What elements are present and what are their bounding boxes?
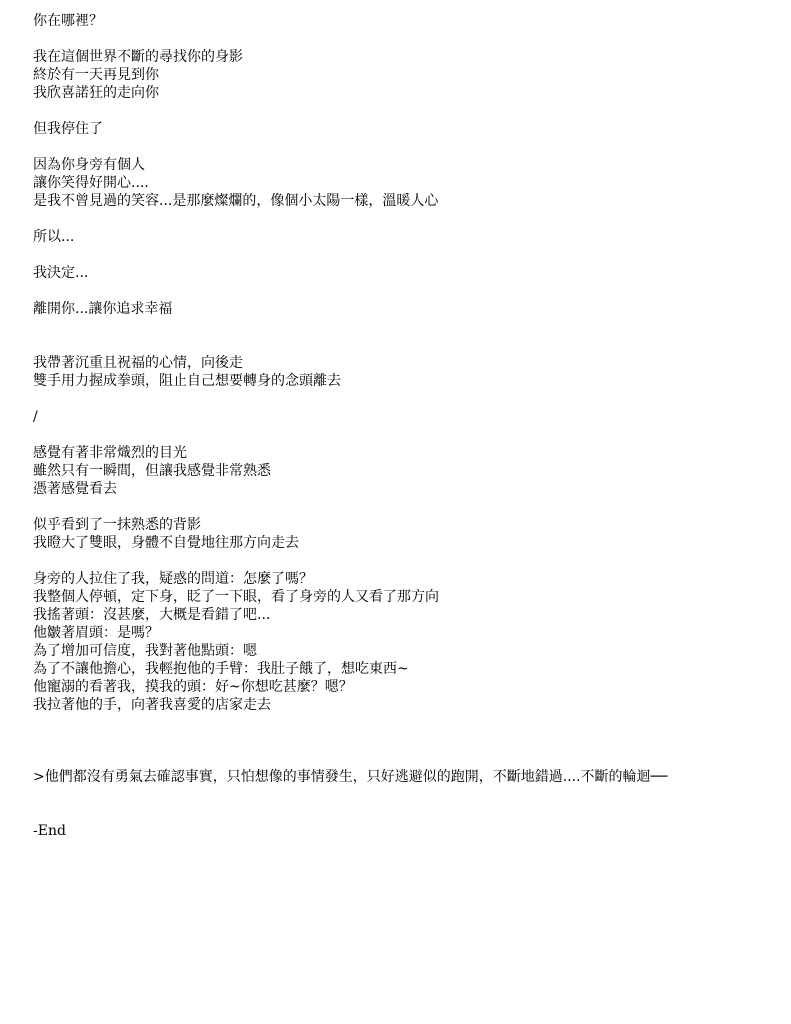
text-line: 你在哪裡？ [33,13,103,29]
text-line: 但我停住了 [33,121,103,137]
text-line: 為了不讓他擔心，我輕抱他的手臂：我肚子餓了，想吃東西~ [33,661,409,677]
text-line: 讓你笑得好開心.... [33,175,149,191]
text-line: 似乎看到了一抹熟悉的背影 [33,517,201,533]
text-line: 我帶著沉重且祝福的心情，向後走 [33,355,243,371]
document-body [33,12,763,840]
text-line: 身旁的人拉住了我，疑惑的問道：怎麼了嗎？ [33,571,313,587]
text-line: 為了增加可信度，我對著他點頭：嗯 [33,643,257,659]
text-line: 我拉著他的手，向著我喜愛的店家走去 [33,697,271,713]
text-line: >他們都沒有勇氣去確認事實，只怕想像的事情發生，只好逃避似的跑開，不斷地錯過....不斷的輪迴── [33,769,668,785]
text-line: 是我不曾見過的笑容...是那麼燦爛的，像個小太陽一樣，溫暖人心 [33,193,439,209]
text-line: 我在這個世界不斷的尋找你的身影 [33,49,243,65]
text-line: 所以... [33,229,75,245]
text-line: 憑著感覺看去 [33,481,117,497]
text-line: 我決定... [33,265,89,281]
text-line: 他寵溺的看著我，摸我的頭：好~你想吃甚麼？嗯？ [33,679,353,695]
text-line: 終於有一天再見到你 [33,67,159,83]
text-line: 雙手用力握成拳頭，阻止自己想要轉身的念頭離去 [33,373,341,389]
text-line: 我搖著頭：沒甚麼，大概是看錯了吧... [33,607,271,623]
text-line: 我瞪大了雙眼，身體不自覺地往那方向走去 [33,535,299,551]
text-line: 我整個人停頓，定下身，眨了一下眼，看了身旁的人又看了那方向 [33,589,439,605]
text-line: -End [33,823,66,839]
text-line: 我欣喜諾狂的走向你 [33,85,159,101]
text-line: 感覺有著非常熾烈的目光 [33,445,187,461]
text-line: / [33,409,38,425]
text-line: 雖然只有一瞬間，但讓我感覺非常熟悉 [33,463,271,479]
text-line: 離開你...讓你追求幸福 [33,301,173,317]
text-line: 因為你身旁有個人 [33,157,145,173]
text-line: 他皺著眉頭：是嗎？ [33,625,159,641]
